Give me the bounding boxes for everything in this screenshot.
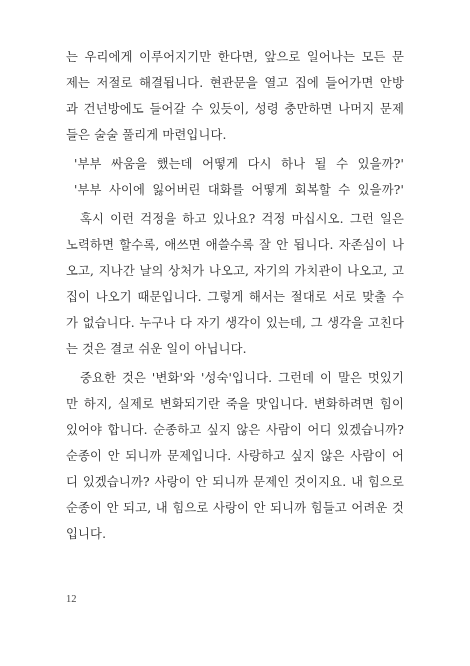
text-line: 는 것은 결코 쉬운 일이 아닙니다. [66, 342, 247, 356]
text-line: 혹시 이런 걱정을 하고 있나요? 걱정 마십시오. 그런 일은 [80, 212, 404, 226]
text-line: 순종이 안 되고, 내 힘으로 사랑이 안 되니까 힘들고 어려운 것 [66, 501, 404, 515]
text-line: 제는 저절로 해결됩니다. 현관문을 열고 집에 들어가면 안방 [66, 76, 404, 90]
text-line: 들은 술술 풀리게 마련입니다. [66, 128, 227, 142]
text-line: 가 없습니다. 누구나 다 자기 생각이 있는데, 그 생각을 고친다 [66, 316, 404, 330]
text-line: 는 우리에게 이루어지기만 한다면, 앞으로 일어나는 모든 문 [66, 50, 404, 64]
text-line: '부부 싸움을 했는데 어떻게 다시 하나 될 수 있을까?' [74, 157, 404, 171]
text-line: 과 건넌방에도 들어갈 수 있듯이, 성령 충만하면 나머지 문제 [66, 102, 404, 116]
text-line: '부부 사이에 잃어버린 대화를 어떻게 회복할 수 있을까?' [74, 183, 404, 197]
text-line: 입니다. [66, 527, 107, 541]
text-line: 노력하면 할수록, 애쓰면 애쓸수록 잘 안 됩니다. 자존심이 나 [66, 238, 404, 252]
text-line: 순종이 안 되니까 문제입니다. 사랑하고 싶지 않은 사람이 어 [66, 449, 404, 463]
text-line: 오고, 지나간 날의 상처가 나오고, 자기의 가치관이 나오고, 고 [66, 264, 404, 278]
text-line: 디 있겠습니까? 사랑이 안 되니까 문제인 것이지요. 내 힘으로 [66, 475, 404, 489]
page-number: 12 [66, 594, 77, 605]
text-line: 집이 나오기 때문입니다. 그렇게 해서는 절대로 서로 맞출 수 [66, 290, 404, 304]
text-line: 중요한 것은 '변화'와 '성숙'입니다. 그런데 이 말은 멋있기 [80, 371, 404, 385]
text-line: 만 하지, 실제로 변화되기란 죽을 맛입니다. 변화하려면 힘이 [66, 397, 404, 411]
text-line: 있어야 합니다. 순종하고 싶지 않은 사람이 어디 있겠습니까? [66, 423, 404, 437]
